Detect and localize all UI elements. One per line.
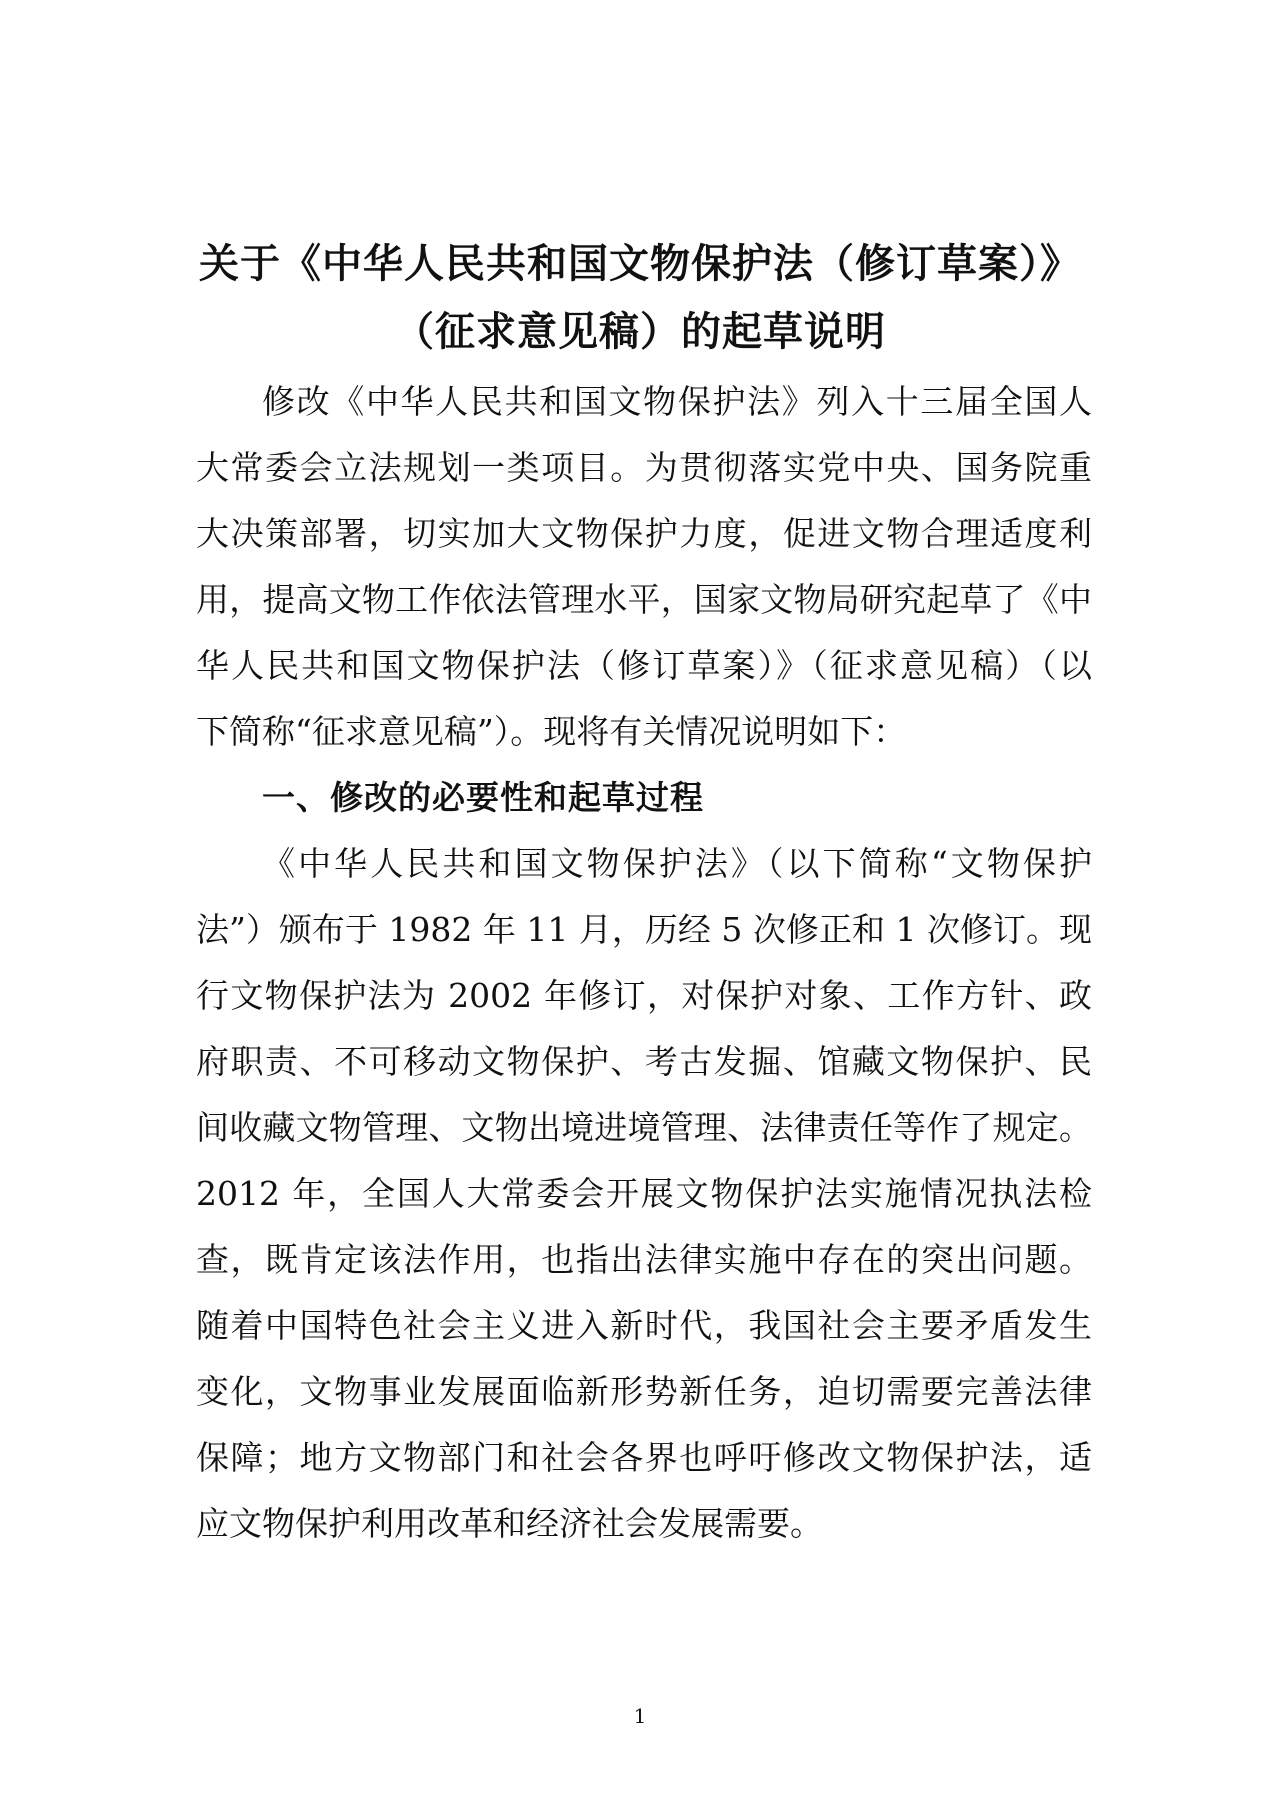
document-title-line-1: 关于《中华人民共和国文物保护法（修订草案）》 bbox=[199, 241, 1081, 287]
document-title-line-2: （征求意见稿）的起草说明 bbox=[394, 309, 886, 355]
page-number: 1 bbox=[633, 1704, 647, 1728]
paragraph-1-line-6: 下简称“征求意见稿”）。现将有关情况说明如下： bbox=[196, 712, 907, 751]
paragraph-2-line-1: 《中华人民共和国文物保护法》（以下简称“文物保护 bbox=[262, 844, 1092, 883]
paragraph-1-line-1: 修改《中华人民共和国文物保护法》列入十三届全国人 bbox=[262, 382, 1092, 421]
paragraph-2-line-4: 府职责、不可移动文物保护、考古发掘、馆藏文物保护、民 bbox=[196, 1042, 1092, 1081]
paragraph-2-line-11: 应文物保护利用改革和经济社会发展需要。 bbox=[196, 1504, 823, 1543]
paragraph-2-line-6: 2012 年，全国人大常委会开展文物保护法实施情况执法检 bbox=[196, 1174, 1092, 1213]
paragraph-1-line-2: 大常委会立法规划一类项目。为贯彻落实党中央、国务院重 bbox=[196, 448, 1092, 487]
paragraph-2-line-3: 行文物保护法为 2002 年修订，对保护对象、工作方针、政 bbox=[196, 976, 1092, 1015]
paragraph-2-line-9: 变化，文物事业发展面临新形势新任务，迫切需要完善法律 bbox=[196, 1372, 1092, 1411]
paragraph-2-line-2: 法”）颁布于 1982 年 11 月，历经 5 次修正和 1 次修订。现 bbox=[196, 910, 1092, 949]
paragraph-2-line-10: 保障；地方文物部门和社会各界也呼吁修改文物保护法，适 bbox=[196, 1438, 1092, 1477]
paragraph-1-line-3: 大决策部署，切实加大文物保护力度，促进文物合理适度利 bbox=[196, 514, 1092, 553]
paragraph-1-line-5: 华人民共和国文物保护法（修订草案）》（征求意见稿）（以 bbox=[196, 646, 1092, 685]
paragraph-2-line-8: 随着中国特色社会主义进入新时代，我国社会主要矛盾发生 bbox=[196, 1306, 1092, 1345]
paragraph-1-line-4: 用，提高文物工作依法管理水平，国家文物局研究起草了《中 bbox=[196, 580, 1092, 619]
section-heading: 一、修改的必要性和起草过程 bbox=[262, 778, 704, 817]
paragraph-2-line-5: 间收藏文物管理、文物出境进境管理、法律责任等作了规定。 bbox=[196, 1108, 1092, 1147]
paragraph-2-line-7: 查，既肯定该法作用，也指出法律实施中存在的突出问题。 bbox=[196, 1240, 1092, 1279]
